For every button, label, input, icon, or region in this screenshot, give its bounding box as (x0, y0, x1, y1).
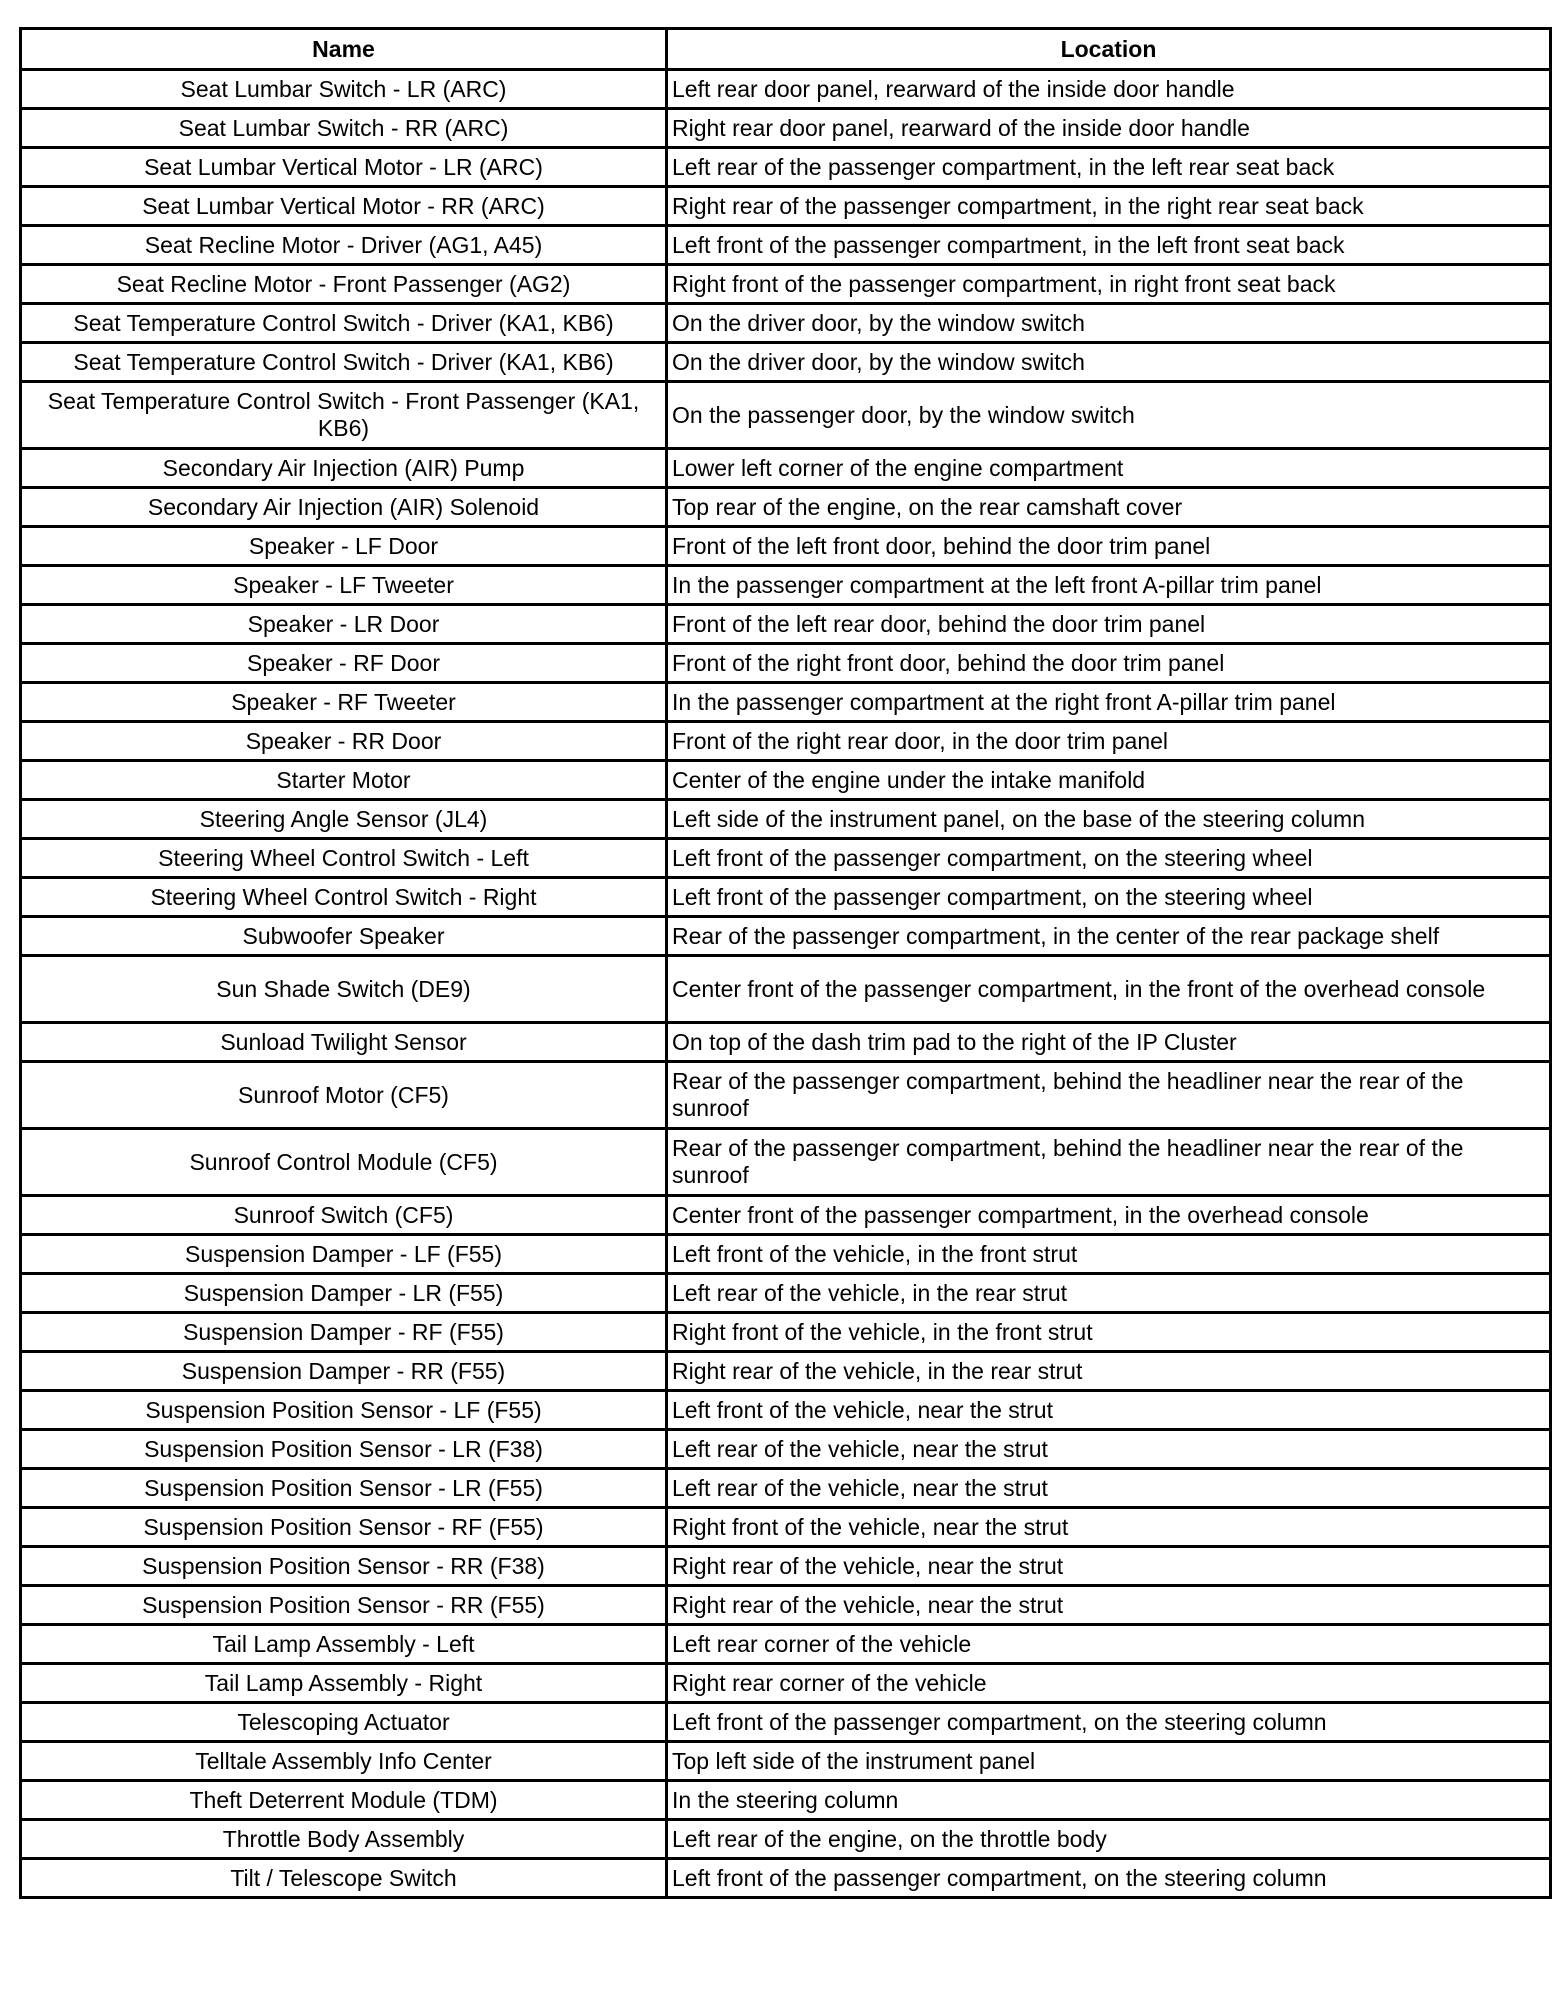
table-row (21, 1391, 1551, 1430)
table-row (21, 1430, 1551, 1469)
component-name: Seat Temperature Control Switch - Driver (KA1, KB6) (21, 304, 667, 343)
component-name: Seat Temperature Control Switch - Driver (KA1, KB6) (21, 343, 667, 382)
table-row (21, 304, 1551, 343)
component-location: In the passenger compartment at the left front A-pillar trim panel (667, 566, 1551, 605)
component-location-table (19, 27, 1552, 1899)
component-location: Center of the engine under the intake manifold (667, 761, 1551, 800)
component-location: Top left side of the instrument panel (667, 1742, 1551, 1781)
header-row (21, 29, 1551, 70)
component-location: Left rear of the passenger compartment, in the left rear seat back (667, 148, 1551, 187)
component-location: Right front of the vehicle, near the strut (667, 1508, 1551, 1547)
component-location: Rear of the passenger compartment, behind the headliner near the rear of the sunroof (667, 1129, 1551, 1196)
component-name: Steering Wheel Control Switch - Left (21, 839, 667, 878)
component-location: Left front of the passenger compartment, on the steering column (667, 1859, 1551, 1898)
component-name: Suspension Damper - RR (F55) (21, 1352, 667, 1391)
component-name: Seat Recline Motor - Front Passenger (AG2) (21, 265, 667, 304)
component-location: Right rear of the vehicle, near the strut (667, 1547, 1551, 1586)
component-location: Front of the right rear door, in the door trim panel (667, 722, 1551, 761)
table-row (21, 1547, 1551, 1586)
component-name: Seat Lumbar Vertical Motor - RR (ARC) (21, 187, 667, 226)
location-column-header: Location (667, 29, 1551, 70)
component-location: Lower left corner of the engine compartment (667, 449, 1551, 488)
component-name: Secondary Air Injection (AIR) Pump (21, 449, 667, 488)
component-name: Seat Recline Motor - Driver (AG1, A45) (21, 226, 667, 265)
component-name: Suspension Position Sensor - RF (F55) (21, 1508, 667, 1547)
table-row (21, 566, 1551, 605)
component-name: Tilt / Telescope Switch (21, 1859, 667, 1898)
component-name: Sunroof Switch (CF5) (21, 1196, 667, 1235)
table-row (21, 722, 1551, 761)
component-name: Throttle Body Assembly (21, 1820, 667, 1859)
component-name: Telescoping Actuator (21, 1703, 667, 1742)
component-location: On top of the dash trim pad to the right of the IP Cluster (667, 1023, 1551, 1062)
component-name: Seat Lumbar Switch - RR (ARC) (21, 109, 667, 148)
component-location: Rear of the passenger compartment, in the center of the rear package shelf (667, 917, 1551, 956)
component-location: Center front of the passenger compartment, in the overhead console (667, 1196, 1551, 1235)
table-row (21, 488, 1551, 527)
component-name: Seat Temperature Control Switch - Front Passenger (KA1, KB6) (21, 382, 667, 449)
table-row (21, 1196, 1551, 1235)
table-row (21, 800, 1551, 839)
component-location: Center front of the passenger compartment, in the front of the overhead console (667, 956, 1551, 1023)
table-row (21, 265, 1551, 304)
table-row (21, 527, 1551, 566)
table-row (21, 605, 1551, 644)
table-row (21, 70, 1551, 109)
component-location: Left rear of the vehicle, near the strut (667, 1430, 1551, 1469)
table-row (21, 226, 1551, 265)
component-name: Suspension Position Sensor - LR (F38) (21, 1430, 667, 1469)
component-name: Suspension Damper - LF (F55) (21, 1235, 667, 1274)
component-name: Tail Lamp Assembly - Left (21, 1625, 667, 1664)
table-row (21, 917, 1551, 956)
table-row (21, 1508, 1551, 1547)
table-row (21, 1062, 1551, 1129)
component-location: Right rear of the vehicle, near the strut (667, 1586, 1551, 1625)
table-row (21, 1586, 1551, 1625)
component-name: Suspension Position Sensor - LF (F55) (21, 1391, 667, 1430)
table-row (21, 1664, 1551, 1703)
table-row (21, 382, 1551, 449)
component-location: Left front of the passenger compartment, on the steering column (667, 1703, 1551, 1742)
component-location: Top rear of the engine, on the rear camshaft cover (667, 488, 1551, 527)
table-row (21, 1235, 1551, 1274)
table-row (21, 956, 1551, 1023)
table-row (21, 1129, 1551, 1196)
component-name: Speaker - RR Door (21, 722, 667, 761)
component-name: Suspension Position Sensor - RR (F55) (21, 1586, 667, 1625)
component-location: Left front of the vehicle, near the strut (667, 1391, 1551, 1430)
component-name: Theft Deterrent Module (TDM) (21, 1781, 667, 1820)
component-location: Right front of the vehicle, in the front strut (667, 1313, 1551, 1352)
table-row (21, 1703, 1551, 1742)
component-location: Left front of the passenger compartment, in the left front seat back (667, 226, 1551, 265)
component-name: Starter Motor (21, 761, 667, 800)
component-location: In the passenger compartment at the right front A-pillar trim panel (667, 683, 1551, 722)
table-row (21, 1859, 1551, 1898)
component-name: Sunload Twilight Sensor (21, 1023, 667, 1062)
component-name: Suspension Damper - LR (F55) (21, 1274, 667, 1313)
table-row (21, 343, 1551, 382)
component-name: Speaker - RF Tweeter (21, 683, 667, 722)
component-name: Suspension Position Sensor - LR (F55) (21, 1469, 667, 1508)
component-location: On the driver door, by the window switch (667, 343, 1551, 382)
component-name: Secondary Air Injection (AIR) Solenoid (21, 488, 667, 527)
component-name: Telltale Assembly Info Center (21, 1742, 667, 1781)
component-location: Front of the left front door, behind the door trim panel (667, 527, 1551, 566)
table-row (21, 1781, 1551, 1820)
component-name: Speaker - LF Door (21, 527, 667, 566)
component-name: Seat Lumbar Switch - LR (ARC) (21, 70, 667, 109)
name-column-header: Name (21, 29, 667, 70)
component-location: Right rear door panel, rearward of the inside door handle (667, 109, 1551, 148)
table-row (21, 878, 1551, 917)
table-row (21, 1820, 1551, 1859)
table-row (21, 1023, 1551, 1062)
component-location: Right rear of the vehicle, in the rear strut (667, 1352, 1551, 1391)
component-location: On the passenger door, by the window switch (667, 382, 1551, 449)
component-name: Suspension Position Sensor - RR (F38) (21, 1547, 667, 1586)
component-location: Left rear of the vehicle, near the strut (667, 1469, 1551, 1508)
component-name: Steering Wheel Control Switch - Right (21, 878, 667, 917)
component-name: Speaker - LR Door (21, 605, 667, 644)
component-name: Sunroof Control Module (CF5) (21, 1129, 667, 1196)
component-name: Sun Shade Switch (DE9) (21, 956, 667, 1023)
component-location: In the steering column (667, 1781, 1551, 1820)
table-row (21, 187, 1551, 226)
component-name: Tail Lamp Assembly - Right (21, 1664, 667, 1703)
table-row (21, 1742, 1551, 1781)
component-location: Right rear of the passenger compartment, in the right rear seat back (667, 187, 1551, 226)
table-row (21, 1313, 1551, 1352)
table-row (21, 1625, 1551, 1664)
component-name: Steering Angle Sensor (JL4) (21, 800, 667, 839)
component-location: Rear of the passenger compartment, behind the headliner near the rear of the sunroof (667, 1062, 1551, 1129)
component-location: Left rear corner of the vehicle (667, 1625, 1551, 1664)
component-location: Right front of the passenger compartment, in right front seat back (667, 265, 1551, 304)
component-name: Speaker - LF Tweeter (21, 566, 667, 605)
component-name: Subwoofer Speaker (21, 917, 667, 956)
table-row (21, 1274, 1551, 1313)
component-location: Left rear door panel, rearward of the inside door handle (667, 70, 1551, 109)
table-row (21, 1469, 1551, 1508)
table-row (21, 148, 1551, 187)
component-name: Suspension Damper - RF (F55) (21, 1313, 667, 1352)
component-location: Front of the right front door, behind the door trim panel (667, 644, 1551, 683)
component-location: Front of the left rear door, behind the door trim panel (667, 605, 1551, 644)
component-location: Left rear of the vehicle, in the rear strut (667, 1274, 1551, 1313)
component-location: Left front of the passenger compartment, on the steering wheel (667, 839, 1551, 878)
component-location: Left side of the instrument panel, on the base of the steering column (667, 800, 1551, 839)
table-row (21, 1352, 1551, 1391)
component-name: Sunroof Motor (CF5) (21, 1062, 667, 1129)
component-location: Right rear corner of the vehicle (667, 1664, 1551, 1703)
table-row (21, 683, 1551, 722)
table-row (21, 449, 1551, 488)
component-location: Left front of the vehicle, in the front strut (667, 1235, 1551, 1274)
table-row (21, 109, 1551, 148)
table-row (21, 761, 1551, 800)
component-name: Seat Lumbar Vertical Motor - LR (ARC) (21, 148, 667, 187)
table-row (21, 644, 1551, 683)
component-location: Left front of the passenger compartment, on the steering wheel (667, 878, 1551, 917)
table-row (21, 839, 1551, 878)
component-location: On the driver door, by the window switch (667, 304, 1551, 343)
component-name: Speaker - RF Door (21, 644, 667, 683)
component-location: Left rear of the engine, on the throttle body (667, 1820, 1551, 1859)
